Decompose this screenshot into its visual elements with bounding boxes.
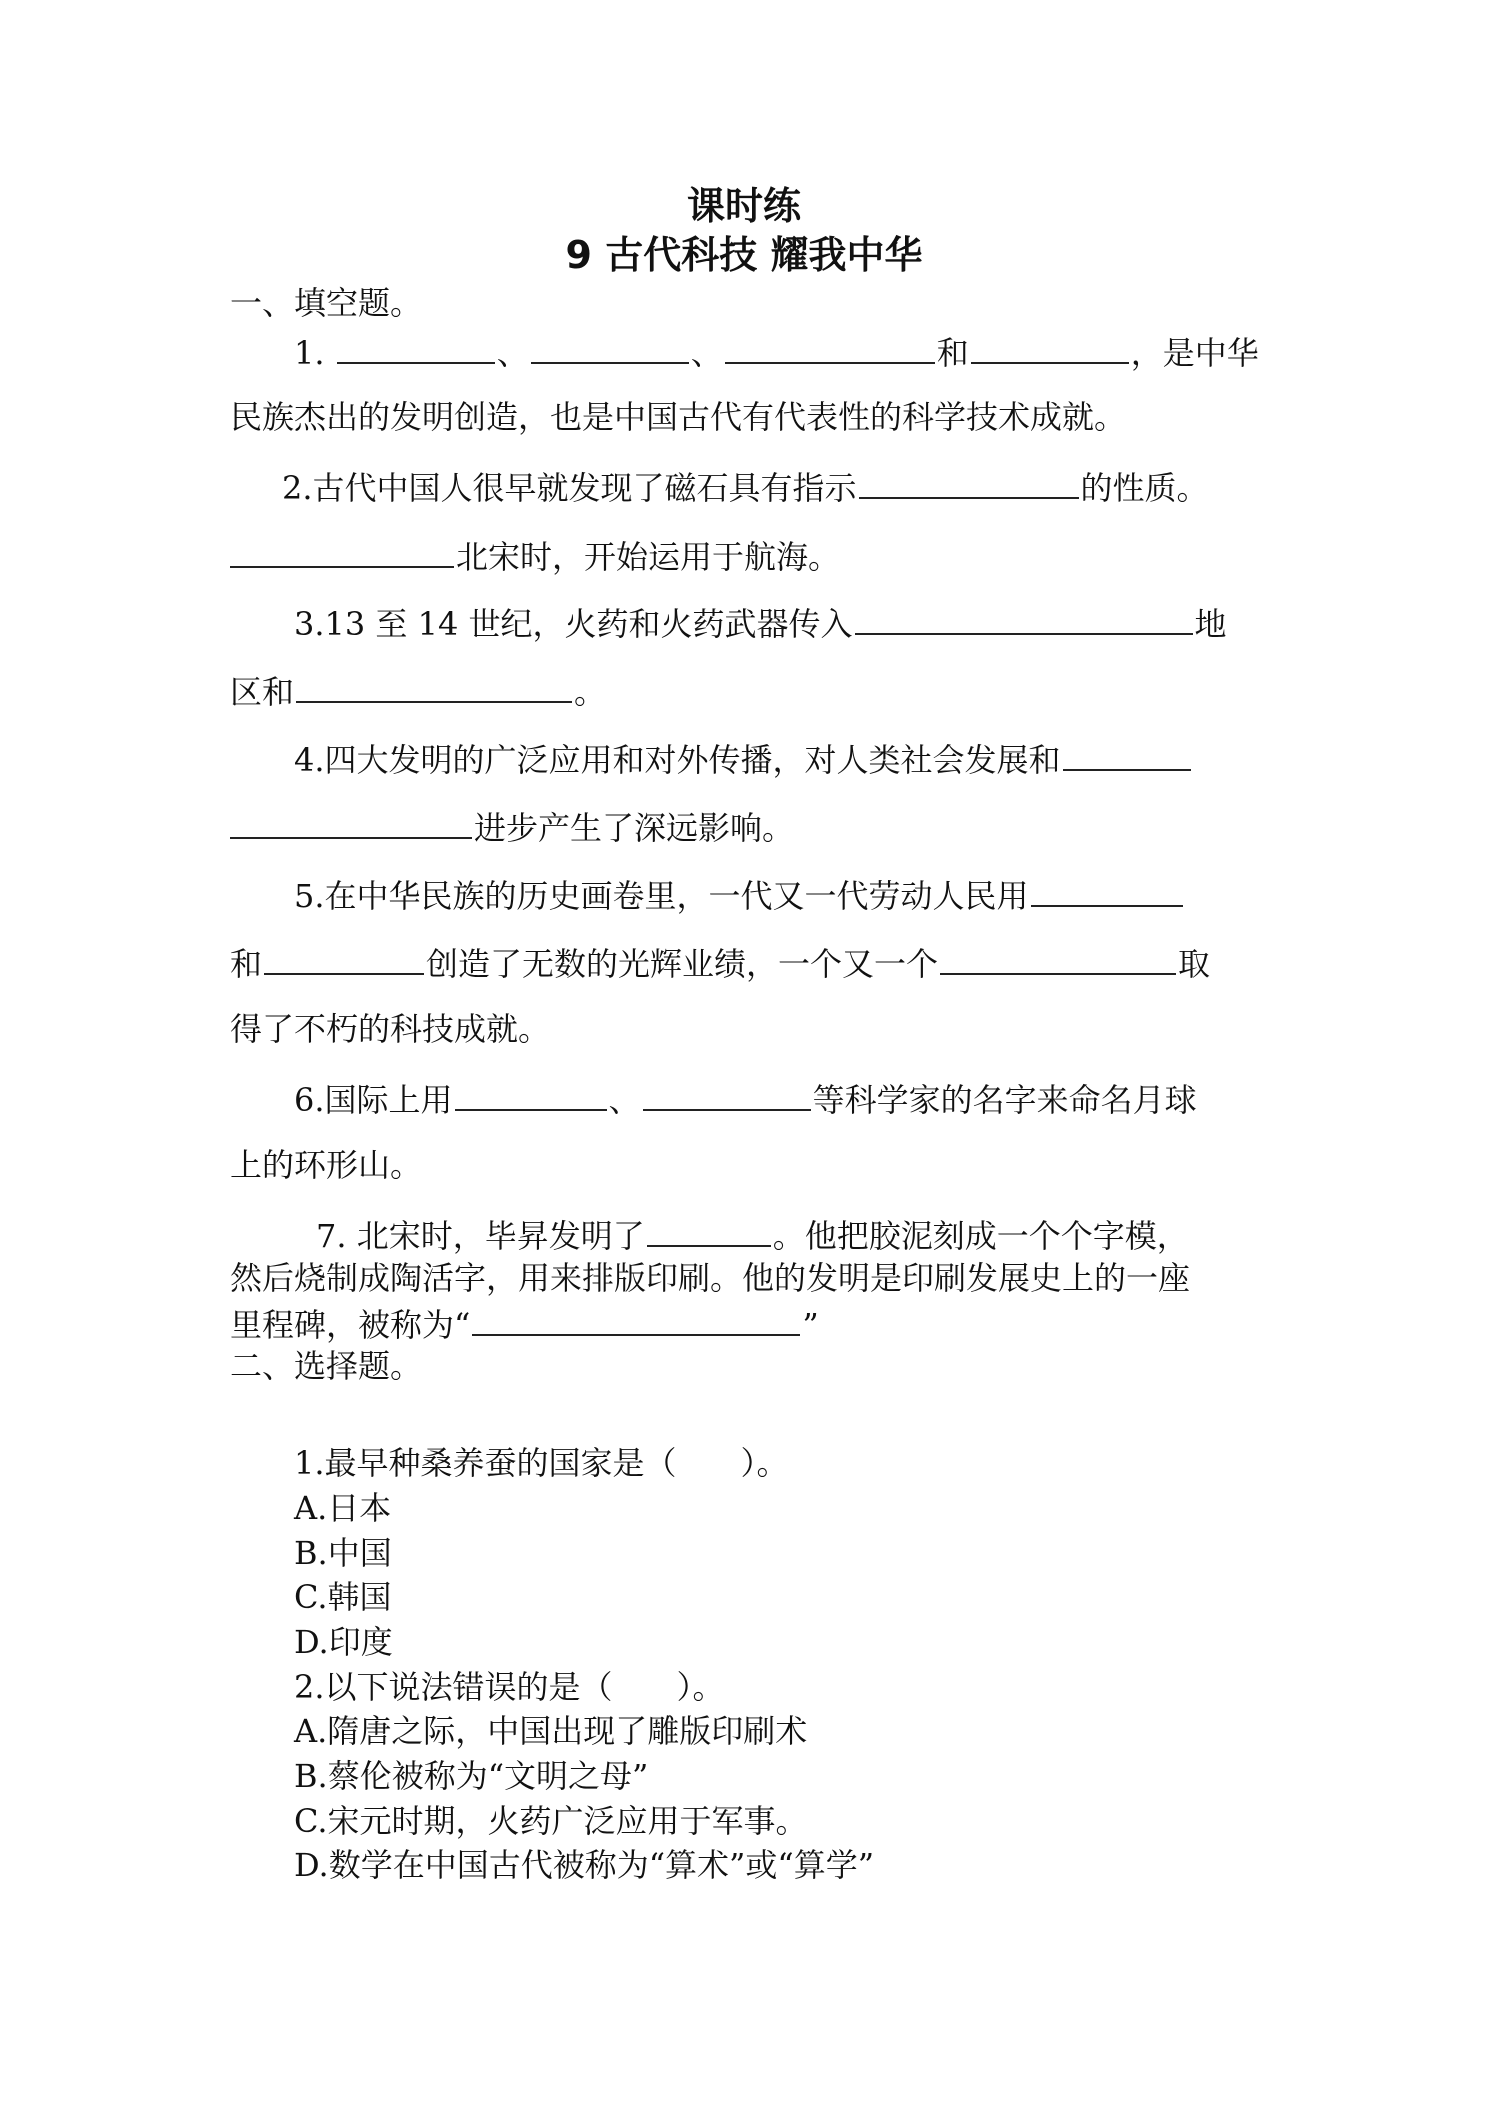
question-7-line-2: 然后烧制成陶活字，用来排版印刷。他的发明是印刷发展史上的一座: [230, 1259, 1191, 1297]
mc-question-1-option-d[interactable]: D.印度: [294, 1623, 393, 1661]
mc-question-2-option-c[interactable]: C.宋元时期，火药广泛应用于军事。: [294, 1802, 808, 1840]
page-title: 课时练: [686, 184, 801, 228]
mc-question-2-stem: 2.以下说法错误的是（ ）。: [294, 1668, 725, 1706]
question-2-line-1: 2.古代中国人很早就发现了磁石具有指示 的性质。: [230, 465, 1272, 508]
answer-blank[interactable]: [940, 941, 1176, 975]
question-1-line-1: 1. 、 、 和 ，是中华: [230, 330, 1272, 373]
mc-question-1-option-a[interactable]: A.日本: [294, 1489, 392, 1527]
mc-question-1-option-c[interactable]: C.韩国: [294, 1578, 392, 1616]
answer-blank[interactable]: [1063, 737, 1191, 771]
answer-blank[interactable]: [531, 330, 689, 364]
question-7-line-1: 7. 北宋时，毕昇发明了 。他把胶泥刻成一个个字模，: [230, 1213, 1272, 1256]
question-2-line-2: 北宋时，开始运用于航海。: [230, 534, 1272, 577]
answer-blank[interactable]: [296, 669, 572, 703]
question-5-line-2: 和 创造了无数的光辉业绩，一个又一个 取: [230, 941, 1272, 984]
answer-blank[interactable]: [472, 1302, 800, 1336]
mc-question-2-option-a[interactable]: A.隋唐之际，中国出现了雕版印刷术: [294, 1712, 808, 1750]
answer-blank[interactable]: [971, 330, 1129, 364]
section-heading-fill-blank: 一、填空题。: [230, 284, 423, 322]
answer-blank[interactable]: [647, 1213, 771, 1247]
question-4-line-2: 进步产生了深远影响。: [230, 805, 1272, 848]
answer-blank[interactable]: [725, 330, 935, 364]
answer-blank[interactable]: [643, 1077, 811, 1111]
answer-blank[interactable]: [230, 805, 472, 839]
answer-blank[interactable]: [859, 465, 1079, 499]
question-5-line-1: 5.在中华民族的历史画卷里，一代又一代劳动人民用: [230, 873, 1272, 916]
answer-blank[interactable]: [455, 1077, 607, 1111]
mc-question-2-option-d[interactable]: D.数学在中国古代被称为“算术”或“算学”: [294, 1846, 875, 1884]
question-7-line-3: 里程碑，被称为“ ”: [230, 1302, 1272, 1345]
question-5-line-3: 得了不朽的科技成就。: [230, 1010, 551, 1048]
answer-blank[interactable]: [264, 941, 424, 975]
question-6-line-1: 6.国际上用 、 等科学家的名字来命名月球: [230, 1077, 1272, 1120]
mc-question-1-option-b[interactable]: B.中国: [294, 1534, 392, 1572]
question-3-line-2: 区和 。: [230, 669, 1272, 712]
page-subtitle: 9 古代科技 耀我中华: [565, 233, 923, 277]
answer-blank[interactable]: [337, 330, 495, 364]
answer-blank[interactable]: [1031, 873, 1183, 907]
question-6-line-2: 上的环形山。: [230, 1146, 423, 1184]
question-4-line-1: 4.四大发明的广泛应用和对外传播，对人类社会发展和: [230, 737, 1272, 780]
mc-question-2-option-b[interactable]: B.蔡伦被称为“文明之母”: [294, 1757, 649, 1795]
mc-question-1-stem: 1.最早种桑养蚕的国家是（ ）。: [294, 1444, 789, 1482]
section-heading-multiple-choice: 二、选择题。: [230, 1347, 423, 1385]
question-1-line-2: 民族杰出的发明创造，也是中国古代有代表性的科学技术成就。: [230, 398, 1127, 436]
question-3-line-1: 3.13 至 14 世纪，火药和火药武器传入 地: [230, 601, 1272, 644]
answer-blank[interactable]: [855, 601, 1193, 635]
answer-blank[interactable]: [230, 534, 454, 568]
